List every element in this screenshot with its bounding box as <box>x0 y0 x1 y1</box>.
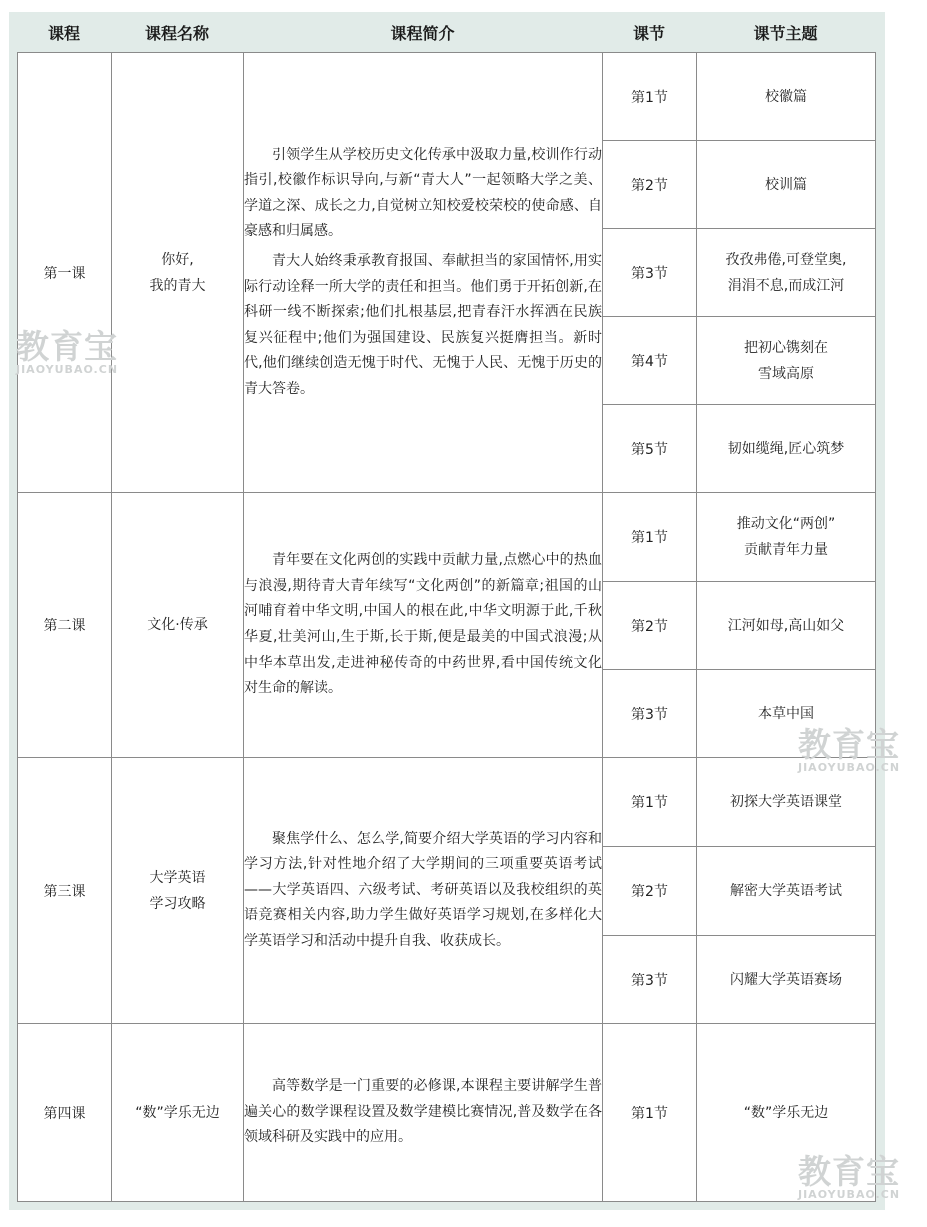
topic-line: 本草中国 <box>758 705 814 722</box>
intro-paragraph: 聚焦学什么、怎么学,简要介绍大学英语的学习内容和学习方法,针对性地介绍了大学期间的三项重要英语考试——大学英语四、六级考试、考研英语以及我校组织的英语竞赛相关内容,助力学生做好英语学习规划,在多样化大学英语学习和活动中提升自我、收获成长。 <box>244 830 602 949</box>
topic-cell <box>697 405 876 493</box>
lesson-cell: 第1节 <box>603 493 697 582</box>
watermark-domain: JIAOYUBAO.CN <box>798 1188 901 1201</box>
lesson-cell: 第1节 <box>603 53 697 141</box>
course-cell: 第一课 <box>18 53 112 493</box>
course-intro-cell <box>244 758 603 1024</box>
watermark-logo-text: 教育宝 <box>798 1152 901 1191</box>
table-row <box>18 53 876 141</box>
topic-line: 孜孜弗倦,可登堂奥, <box>725 251 847 268</box>
intro-paragraph: 高等数学是一门重要的必修课,本课程主要讲解学生普遍关心的数学课程设置及数学建模比赛情况,普及数学在各领域科研及实践中的应用。 <box>244 1078 602 1146</box>
topic-cell <box>697 141 876 229</box>
intro-paragraph: 青大人始终秉承教育报国、奉献担当的家国情怀,用实际行动诠释一所大学的责任和担当。他们勇于开拓创新,在科研一线不断探索;他们扎根基层,把青春汗水挥洒在民族复兴征程中;他们为强国建设、民族复兴挺膺担当。新时代,他们继续创造无愧于时代、无愧于人民、无愧于历史的青大答卷。 <box>244 252 602 397</box>
table-row <box>18 493 876 582</box>
topic-cell <box>697 847 876 936</box>
course-name-line: 我的青大 <box>149 277 206 294</box>
topic-line: 初探大学英语课堂 <box>730 794 842 810</box>
course-name-cell <box>112 1024 244 1202</box>
topic-line: 雪域高原 <box>758 365 814 382</box>
course-table <box>17 52 876 1202</box>
watermark-logo-text: 教育宝 <box>798 725 901 764</box>
lesson-cell: 第3节 <box>603 936 697 1024</box>
topic-cell <box>697 317 876 405</box>
lesson-cell: 第1节 <box>603 758 697 847</box>
header-lesson: 课节 <box>632 23 665 43</box>
course-name-line: 文化·传承 <box>147 617 208 633</box>
watermark <box>16 327 119 376</box>
course-name-line: 你好, <box>161 251 194 268</box>
table-row <box>18 1024 876 1202</box>
topic-line: 校徽篇 <box>765 88 807 105</box>
topic-cell <box>697 582 876 670</box>
course-intro-cell <box>244 1024 603 1202</box>
course-name-line: 学习攻略 <box>149 895 206 912</box>
intro-paragraph: 引领学生从学校历史文化传承中汲取力量,校训作行动指引,校徽作标识导向,与新“青大人”一起领略大学之美、学道之深、成长之力,自觉树立知校爱校荣校的使命感、自豪感和归属感。 <box>244 146 602 240</box>
lesson-cell: 第2节 <box>603 847 697 936</box>
topic-line: 把初心镌刻在 <box>744 339 828 356</box>
course-cell: 第四课 <box>18 1024 112 1202</box>
table-row <box>18 758 876 847</box>
header-intro: 课程简介 <box>390 23 455 43</box>
topic-line: 江河如母,高山如父 <box>727 617 845 634</box>
watermark <box>798 725 901 774</box>
topic-line: 涓涓不息,而成江河 <box>727 277 845 294</box>
course-intro-cell <box>244 493 603 758</box>
topic-line: 闪耀大学英语赛场 <box>730 971 842 988</box>
topic-cell <box>697 493 876 582</box>
header-course-name: 课程名称 <box>144 23 209 43</box>
watermark-domain: JIAOYUBAO.CN <box>16 363 119 376</box>
lesson-cell: 第3节 <box>603 670 697 758</box>
lesson-cell: 第2节 <box>603 582 697 670</box>
lesson-cell: 第3节 <box>603 229 697 317</box>
topic-line: 推动文化“两创” <box>736 516 836 532</box>
course-cell: 第二课 <box>18 493 112 758</box>
watermark-domain: JIAOYUBAO.CN <box>798 761 901 774</box>
topic-cell <box>697 53 876 141</box>
course-name-cell <box>112 53 244 493</box>
header-topic: 课节主题 <box>753 23 818 43</box>
watermark <box>798 1152 901 1201</box>
lesson-cell: 第4节 <box>603 317 697 405</box>
topic-line: “数”学乐无边 <box>743 1104 829 1121</box>
watermark-logo-text: 教育宝 <box>16 327 119 366</box>
topic-line: 贡献青年力量 <box>744 542 828 558</box>
course-name-cell <box>112 493 244 758</box>
topic-line: 解密大学英语考试 <box>730 883 842 899</box>
lesson-cell: 第1节 <box>603 1024 697 1202</box>
topic-cell <box>697 229 876 317</box>
intro-paragraph: 青年要在文化两创的实践中贡献力量,点燃心中的热血与浪漫,期待青大青年续写“文化两创”的新篇章;祖国的山河哺育着中华文明,中国人的根在此,中华文明源于此,千秋华夏,壮美河山,生于斯,长于斯,便是最美的中国式浪漫;从中华本草出发,走进神秘传奇的中药世界,看中国传统文化对生命的解读。 <box>244 552 602 697</box>
course-name-line: “数”学乐无边 <box>135 1104 220 1121</box>
course-cell: 第三课 <box>18 758 112 1024</box>
topic-cell <box>697 936 876 1024</box>
header-course: 课程 <box>47 23 80 43</box>
lesson-cell: 第5节 <box>603 405 697 493</box>
course-intro-cell <box>244 53 603 493</box>
topic-line: 校训篇 <box>765 176 807 193</box>
topic-line: 韧如缆绳,匠心筑梦 <box>727 440 845 457</box>
lesson-cell: 第2节 <box>603 141 697 229</box>
course-name-cell <box>112 758 244 1024</box>
course-name-line: 大学英语 <box>149 869 206 886</box>
